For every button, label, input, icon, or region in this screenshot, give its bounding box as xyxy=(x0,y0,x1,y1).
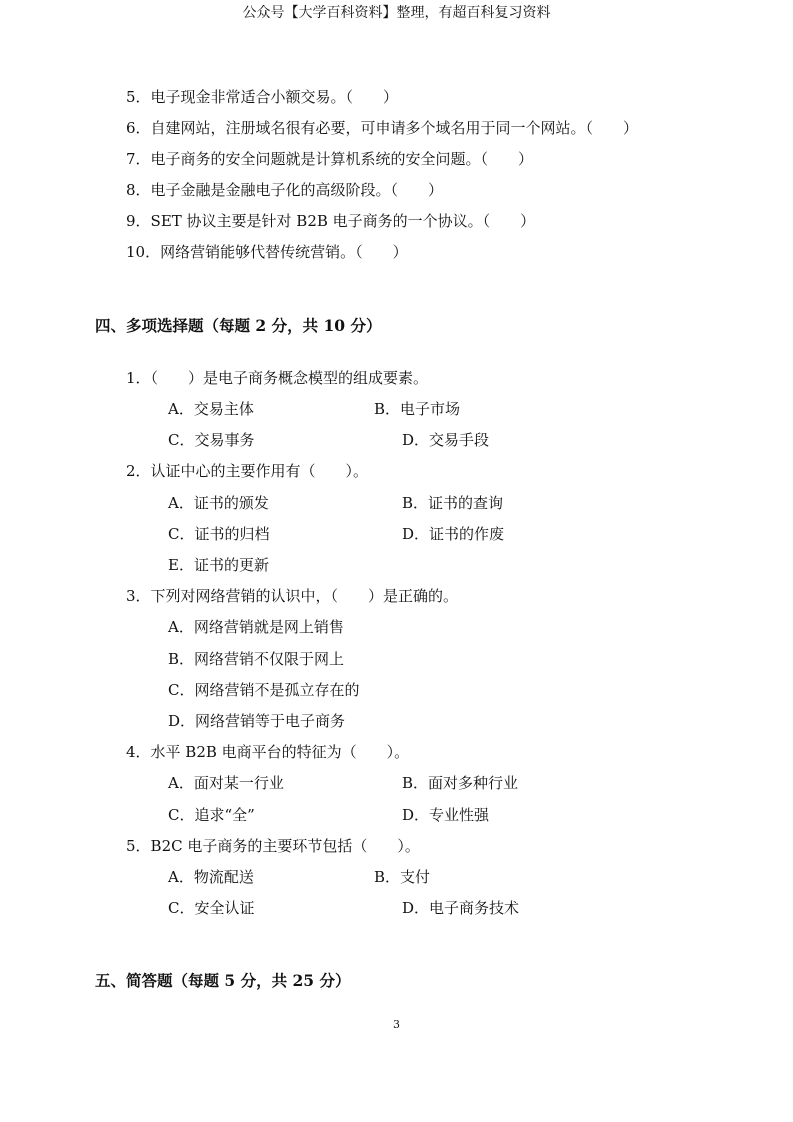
option-d: D．专业性强 xyxy=(402,806,490,824)
tf-item-9: 9．SET 协议主要是针对 B2B 电子商务的一个协议。（ ） xyxy=(126,212,536,230)
tf-item-7: 7．电子商务的安全问题就是计算机系统的安全问题。（ ） xyxy=(126,150,534,168)
option-b: B．电子市场 xyxy=(374,400,461,418)
option-b: B．面对多种行业 xyxy=(402,774,519,792)
question-stem: 4．水平 B2B 电商平台的特征为（ ）。 xyxy=(126,743,410,761)
option-b: B．证书的查询 xyxy=(402,494,504,512)
option-a: A．面对某一行业 xyxy=(168,774,284,792)
tf-item-8: 8．电子金融是金融电子化的高级阶段。（ ） xyxy=(126,181,444,199)
option-c: C．安全认证 xyxy=(168,899,255,917)
option-c: C．交易事务 xyxy=(168,431,255,449)
option-d: D．证书的作废 xyxy=(402,525,505,543)
question-stem: 1．（ ）是电子商务概念模型的组成要素。 xyxy=(126,369,429,387)
option-c: C．网络营销不是孤立存在的 xyxy=(168,681,360,699)
option-a: A．物流配送 xyxy=(168,868,254,886)
question-stem: 3．下列对网络营销的认识中，（ ）是正确的。 xyxy=(126,587,459,605)
tf-item-10: 10．网络营销能够代替传统营销。（ ） xyxy=(126,243,408,261)
tf-item-5: 5．电子现金非常适合小额交易。（ ） xyxy=(126,88,399,106)
option-d: D．电子商务技术 xyxy=(402,899,520,917)
section-title-multiple-choice: 四、多项选择题（每题 2 分，共 10 分） xyxy=(95,316,382,335)
option-a: A．交易主体 xyxy=(168,400,254,418)
question-stem: 5．B2C 电子商务的主要环节包括（ ）。 xyxy=(126,837,420,855)
option-d: D．网络营销等于电子商务 xyxy=(168,712,346,730)
section-title-short-answer: 五、简答题（每题 5 分，共 25 分） xyxy=(95,971,351,990)
page-number: 3 xyxy=(393,1018,400,1031)
page-header: 公众号【大学百科资料】整理，有超百科复习资料 xyxy=(242,5,551,21)
option-d: D．交易手段 xyxy=(402,431,490,449)
question-stem: 2．认证中心的主要作用有（ ）。 xyxy=(126,462,369,480)
option-c: C．追求“全” xyxy=(168,806,255,824)
option-a: A．网络营销就是网上销售 xyxy=(168,618,344,636)
option-e: E．证书的更新 xyxy=(168,556,269,574)
tf-item-6: 6．自建网站，注册域名很有必要，可申请多个域名用于同一个网站。（ ） xyxy=(126,119,639,137)
option-a: A．证书的颁发 xyxy=(168,494,269,512)
option-b: B．支付 xyxy=(374,868,431,886)
option-b: B．网络营销不仅限于网上 xyxy=(168,650,345,668)
option-c: C．证书的归档 xyxy=(168,525,270,543)
